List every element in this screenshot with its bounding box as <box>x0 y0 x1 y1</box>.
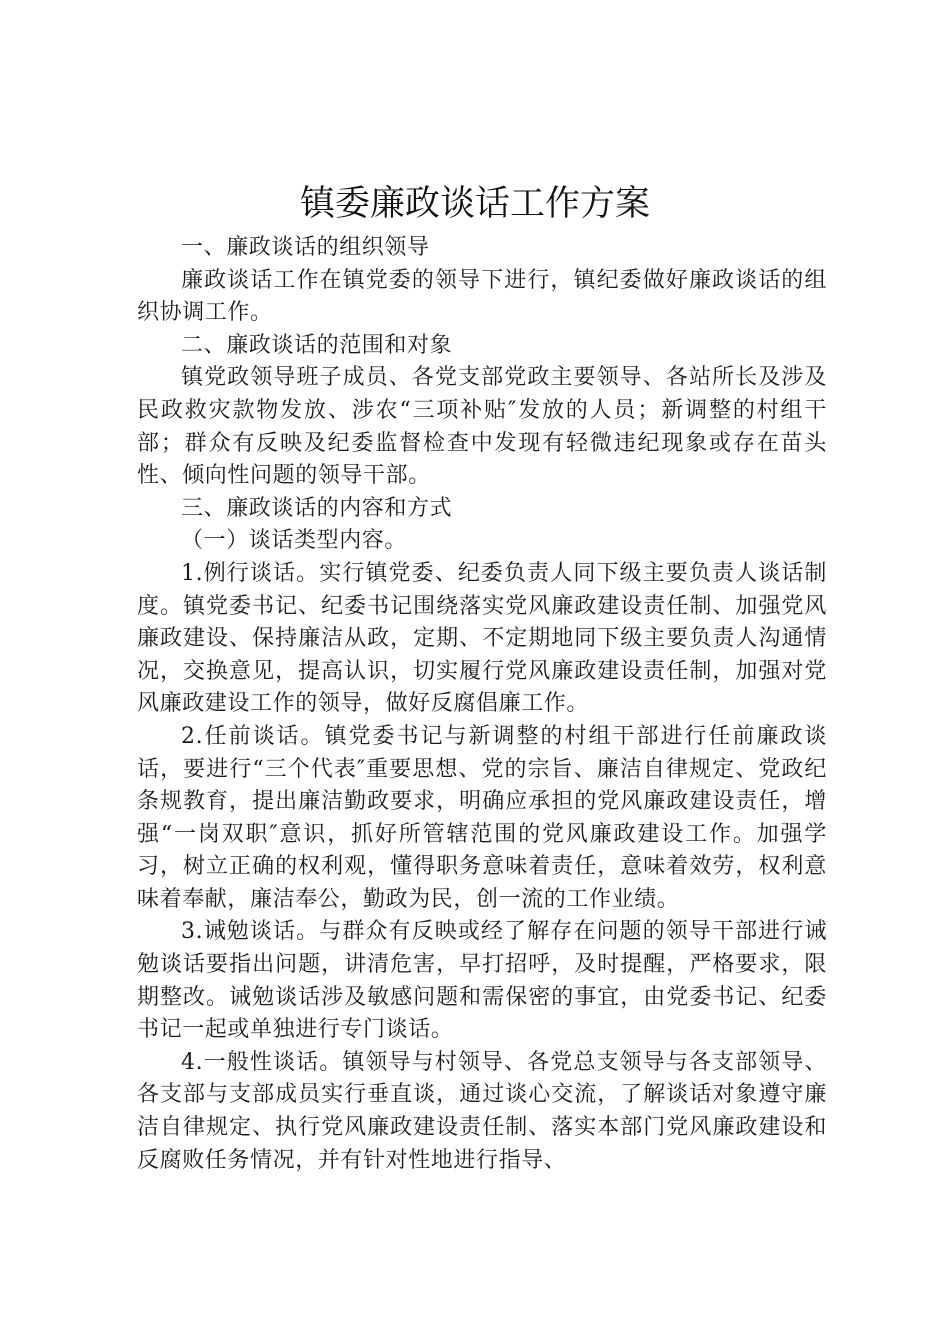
section-heading-1: 一、廉政谈话的组织领导 <box>181 235 430 260</box>
section-heading-3: 三、廉政谈话的内容和方式 <box>181 495 453 521</box>
paragraph: 2.任前谈话。镇党委书记与新调整的村组干部进行任前廉政谈话，要进行“三个代表″重要思想、党的宗旨、廉洁自律规定、党政纪条规教育，提出廉洁勤政要求，明确应承担的党风廉政建设责任，增强“一岗双职″意识，抓好所管辖范围的党风廉政建设工作。加强学习，树立正确的权利观，懂得职务意味着责任，意味着效劳，权利意味着奉献，廉洁奉公，勤政为民，创一流的工作业绩。 <box>137 723 827 912</box>
paragraph: 1.例行谈话。实行镇党委、纪委负责人同下级主要负责人谈话制度。镇党委书记、纪委书记围绕落实党风廉政建设责任制、加强党风廉政建设、保持廉洁从政，定期、不定期地同下级主要负责人沟通情况，交换意见，提高认识，切实履行党风廉政建设责任制，加强对党风廉政建设工作的领导，做好反腐倡廉工作。 <box>137 560 827 717</box>
section-heading-2: 二、廉政谈话的范围和对象 <box>181 332 453 358</box>
document-body <box>137 232 827 1177</box>
paragraph: 4.一般性谈话。镇领导与村领导、各党总支领导与各支部领导、各支部与支部成员实行垂直谈，通过谈心交流，了解谈话对象遵守廉洁自律规定、执行党风廉政建设责任制、落实本部门党风廉政建设和反腐败任务情况，并有针对性地进行指导、 <box>137 1049 827 1173</box>
subsection-heading: （一）谈话类型内容。 <box>181 528 408 554</box>
paragraph: 3.诫勉谈话。与群众有反映或经了解存在问题的领导干部进行诫勉谈话要指出问题，讲清危害，早打招呼，及时提醒，严格要求，限期整改。诫勉谈话涉及敏感问题和需保密的事宜，由党委书记、纪委书记一起或单独进行专门谈话。 <box>137 919 827 1043</box>
document-title: 镇委廉政谈话工作方案 <box>299 184 650 224</box>
paragraph: 廉政谈话工作在镇党委的领导下进行，镇纪委做好廉政谈话的组织协调工作。 <box>137 267 827 326</box>
paragraph: 镇党政领导班子成员、各党支部党政主要领导、各站所长及涉及民政救灾款物发放、涉农“三项补贴″发放的人员；新调整的村组干部；群众有反映及纪委监督检查中发现有轻微违纪现象或存在苗头性、倾向性问题的领导干部。 <box>137 365 827 489</box>
